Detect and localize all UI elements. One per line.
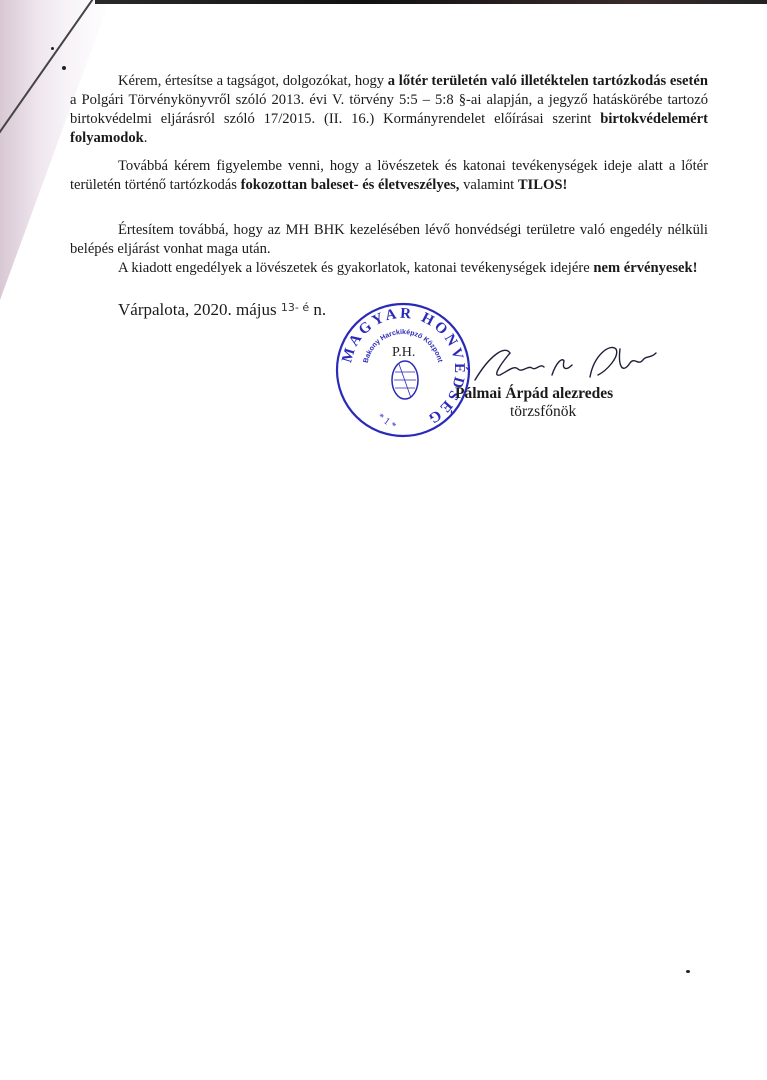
paragraph-permit-validity [70,259,708,278]
handwritten-day: 13- é [280,301,310,314]
text-segment-bold: fokozottan baleset- és életveszélyes, [240,177,460,193]
document-body [70,72,708,278]
seal-label: P.H. [392,345,416,360]
svg-text:MAGYAR HONVÉDSÉG: MAGYAR HONVÉDSÉG [339,305,468,428]
svg-text:Bakony Harckiképző Központ: Bakony Harckiképző Központ [362,328,444,364]
text-segment: . [143,130,148,146]
paragraph-danger-notice [70,157,708,195]
text-segment: Kérem, értesítse a tagságot, dolgozókat, hogy [118,73,388,89]
scan-speck [51,47,54,50]
signer-title: törzsfőnök [510,403,577,420]
signer-name: Pálmai Árpád alezredes [455,385,614,402]
date-line [118,300,326,320]
paragraph-entry-notice [70,221,708,259]
text-segment: a Polgári Törvénykönyvről szóló 2013. évi V. törvény 5:5 – 5:8 §-ai alapján, a jegyző hatáskörébe tartozó birtokvédelmi eljárásról szóló 17/2015. (II. 16.) Kormányrendelet előírásai szerint [70,92,708,127]
text-segment-bold: nem érvényesek! [593,260,698,276]
official-stamp-icon [333,300,473,440]
scan-speck [62,66,66,70]
scan-speck [686,970,690,973]
date-suffix: n. [313,300,327,319]
paragraph-trespass-notice [70,72,708,148]
place-date: Várpalota, 2020. május [118,300,281,319]
text-segment-bold: TILOS! [517,177,568,193]
text-segment: Értesítem továbbá, hogy az MH BHK kezelésében lévő honvédségi területre való engedély nélküli belépés eljárást vonhat maga után. [70,222,708,257]
text-segment: valamint [459,177,518,193]
scan-top-edge [95,0,767,4]
text-segment-bold: a lőtér területén való illetéktelen tartózkodás esetén [387,73,708,89]
text-segment-bold: birtokvédelemért folyamodok [70,111,708,146]
svg-text:* 1 *: * 1 * [375,411,398,432]
text-segment: Továbbá kérem figyelembe venni, hogy a lövészetek és katonai tevékenységek ideje alatt a lőtér területén történő tartózkodás [70,158,708,193]
text-segment: A kiadott engedélyek a lövészetek és gyakorlatok, katonai tevékenységek idejére [118,260,594,276]
